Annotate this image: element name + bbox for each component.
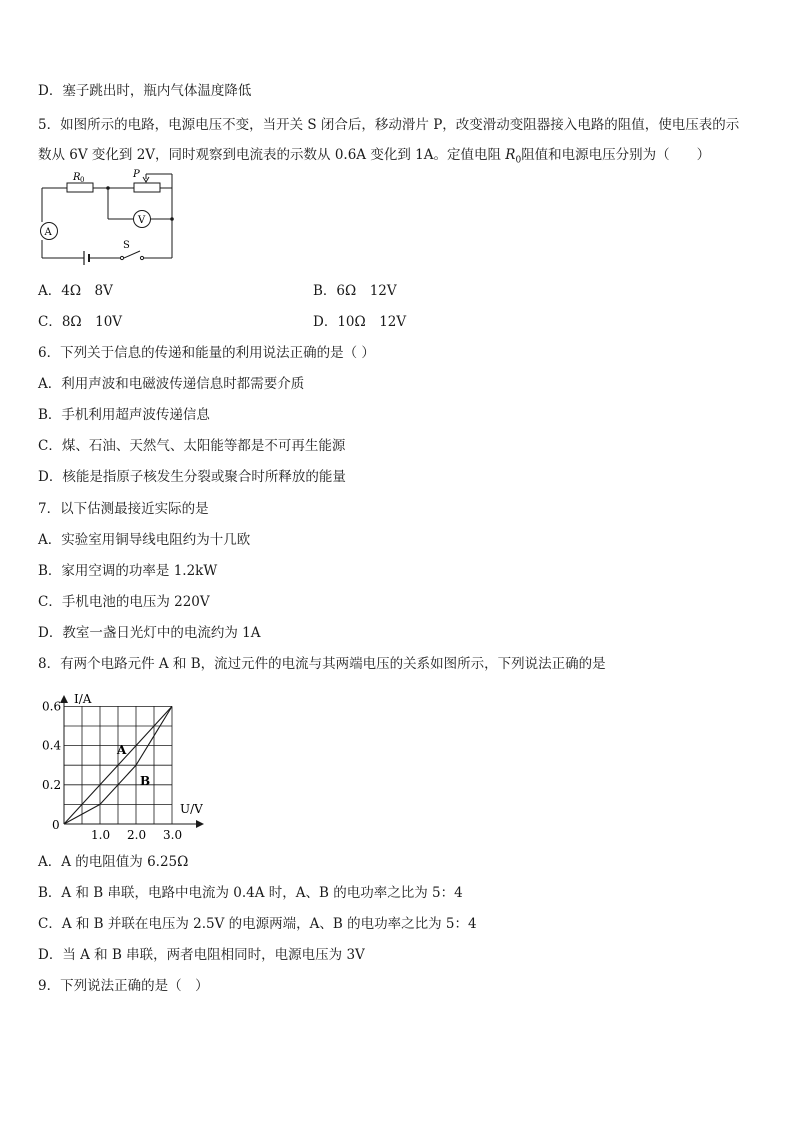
voltmeter-label: V — [138, 215, 146, 226]
origin-label: 0 — [52, 818, 60, 832]
q7-option-a: A．实验室用铜导线电阻约为十几欧 — [38, 532, 251, 548]
q5-stem-r-sub: 0 — [515, 155, 522, 166]
q5-stem-line1: 5．如图所示的电路，电源电压不变，当开关 S 闭合后，移动滑片 P，改变滑动变阻器接入电路的阻值，使电压表的示 — [38, 117, 740, 133]
y-axis-arrow — [60, 695, 68, 703]
r0-label: R — [73, 172, 81, 183]
q5-circuit-diagram — [36, 166, 186, 272]
rheostat — [134, 183, 160, 192]
q5-option-a: A．4Ω 8V — [38, 283, 113, 299]
chart-ticks — [42, 699, 182, 840]
x-tick-label: 3.0 — [163, 828, 183, 840]
q4-option-d: D．塞子跳出时，瓶内气体温度降低 — [38, 83, 252, 99]
ammeter-label: A — [44, 227, 52, 238]
series-a-label: A — [117, 743, 127, 757]
q5-stem-line2-a: 数从 6V 变化到 2V，同时观察到电流表的示数从 0.6A 变化到 1A。定值电阻 — [38, 147, 506, 163]
q5-option-d: D．10Ω 12V — [313, 314, 407, 330]
switch-label: S — [123, 240, 130, 251]
y-tick-label: 0.2 — [42, 777, 62, 792]
y-tick-label: 0.6 — [42, 699, 62, 714]
q5-option-c: C．8Ω 10V — [38, 314, 123, 330]
q6-stem: 6．下列关于信息的传递和能量的利用说法正确的是（ ） — [38, 345, 375, 361]
q6-option-b: B．手机利用超声波传递信息 — [38, 407, 210, 423]
q8-option-c: C．A 和 B 并联在电压为 2.5V 的电源两端，A、B 的电功率之比为 5：4 — [38, 916, 477, 932]
y-axis-label: I/A — [74, 692, 92, 706]
iv-chart — [36, 685, 216, 840]
x-tick-label: 2.0 — [127, 828, 147, 840]
q6-option-d: D．核能是指原子核发生分裂或聚合时所释放的能量 — [38, 469, 346, 485]
r0-sub-label: 0 — [80, 176, 85, 184]
q7-option-b: B．家用空调的功率是 1.2kW — [38, 563, 218, 579]
q5-stem-line2-b: 阻值和电源电压分别为（ ） — [521, 147, 711, 163]
q8-option-d: D．当 A 和 B 串联，两者电阻相同时，电源电压为 3V — [38, 947, 365, 963]
q7-stem: 7．以下估测最接近实际的是 — [38, 501, 209, 517]
y-tick-label: 0.4 — [42, 738, 62, 753]
q8-option-b: B．A 和 B 串联，电路中电流为 0.4A 时，A、B 的电功率之比为 5：4 — [38, 885, 463, 901]
x-axis-arrow — [196, 820, 204, 828]
q6-option-c: C．煤、石油、天然气、太阳能等都是不可再生能源 — [38, 438, 346, 454]
q5-option-b: B．6Ω 12V — [313, 283, 397, 299]
q8-option-a: A．A 的电阻值为 6.25Ω — [38, 854, 189, 870]
x-axis-label: U/V — [180, 802, 203, 816]
q9-stem: 9．下列说法正确的是（ ） — [38, 978, 209, 994]
slider-p-label: P — [133, 169, 140, 180]
x-tick-label: 1.0 — [91, 828, 111, 840]
q7-option-c: C．手机电池的电压为 220V — [38, 594, 210, 610]
q8-stem: 8．有两个电路元件 A 和 B，流过元件的电流与其两端电压的关系如图所示，下列说法正确的是 — [38, 656, 606, 672]
q7-option-d: D．教室一盏日光灯中的电流约为 1A — [38, 625, 261, 641]
r0-resistor — [67, 183, 93, 192]
q5-stem-r: R — [505, 147, 516, 163]
series-b-label: B — [140, 774, 151, 788]
q6-option-a: A．利用声波和电磁波传递信息时都需要介质 — [38, 376, 305, 392]
